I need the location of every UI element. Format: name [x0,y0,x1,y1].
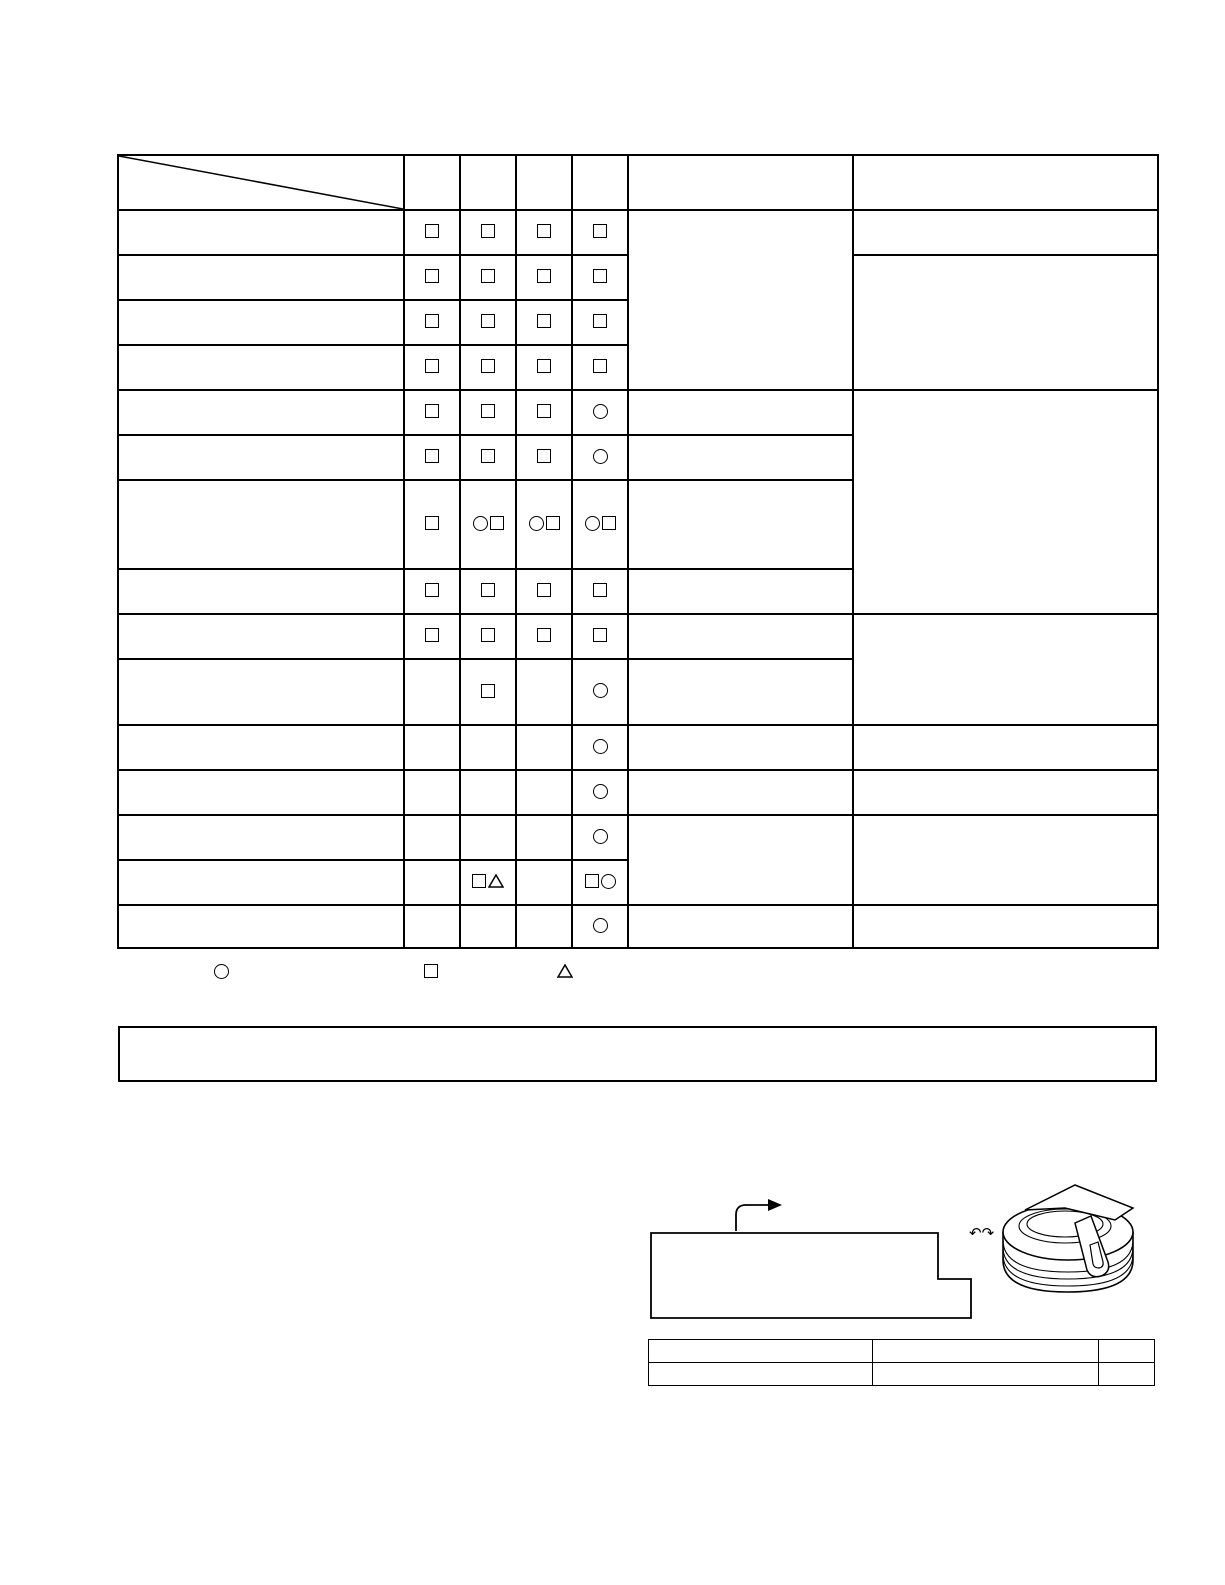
table-row [118,815,1158,860]
mark [425,359,439,373]
table-row [118,614,1158,659]
item-label-cell [118,659,404,725]
mark [481,224,495,238]
mark [593,683,608,698]
mark-cell [404,860,460,905]
parts-table [648,1339,1155,1386]
item-label-cell [118,300,404,345]
item-label-cell [118,390,404,435]
mark-cell [404,614,460,659]
mark-cell [404,435,460,480]
mark-cell [516,435,572,480]
mark [585,516,616,531]
method-cell [628,905,853,948]
mark [593,359,607,373]
mark-cell [404,770,460,815]
item-label-cell [118,210,404,255]
item-label-cell [118,860,404,905]
mark-cell [404,725,460,770]
item-label-cell [118,255,404,300]
mark [537,314,551,328]
remarks-cell [853,770,1158,815]
mark-cell [572,770,628,815]
mark [481,684,495,698]
mark [425,269,439,283]
header-col-3 [516,155,572,210]
method-cell [628,569,853,614]
mark-cell [404,659,460,725]
mark [593,784,608,799]
header-col-4 [572,155,628,210]
table-row [118,905,1158,948]
mark-cell [572,659,628,725]
method-cell [628,725,853,770]
item-label-cell [118,345,404,390]
method-cell [628,815,853,905]
table-header-row [118,155,1158,210]
header-col-1 [404,155,460,210]
mark [593,449,608,464]
mark-cell [460,569,516,614]
item-label-cell [118,725,404,770]
mark-cell [404,569,460,614]
table-cell [1099,1363,1155,1386]
mark [593,829,608,844]
battery-holder-icon [965,1180,1165,1305]
mark-cell [404,480,460,569]
mark [529,516,560,531]
mark [481,359,495,373]
mark-cell [516,860,572,905]
mark-cell [516,614,572,659]
mark-cell [460,725,516,770]
table-cell [649,1363,873,1386]
remarks-cell [853,614,1158,725]
remarks-cell [853,905,1158,948]
mark-cell [404,390,460,435]
method-cell [628,480,853,569]
mark-cell [460,435,516,480]
mark [585,874,616,889]
legend-circle-icon [214,964,229,979]
mark-cell [404,905,460,948]
mark [425,628,439,642]
mark [537,628,551,642]
rotate-arrows-icon: ↶↷ [969,1224,995,1242]
mark [425,224,439,238]
legend-triangle-icon [557,964,573,978]
header-remarks [853,155,1158,210]
mark [593,314,607,328]
label-diagram [648,1195,978,1325]
remarks-cell [853,725,1158,770]
mark [593,224,607,238]
table-row [649,1340,1155,1363]
mark [593,628,607,642]
table-row [118,725,1158,770]
mark-cell [460,345,516,390]
mark-cell [572,390,628,435]
item-label-cell [118,815,404,860]
remarks-cell [853,255,1158,390]
mark [593,739,608,754]
item-label-cell [118,435,404,480]
remarks-cell [853,815,1158,905]
mark-cell [572,569,628,614]
mark [425,404,439,418]
mark-cell [572,480,628,569]
symbol-legend [0,962,1225,986]
mark [537,359,551,373]
mark-cell [404,210,460,255]
mark [473,516,504,531]
mark [425,449,439,463]
table-row [118,390,1158,435]
mark [481,583,495,597]
item-label-cell [118,905,404,948]
arrow-right-icon [768,1199,782,1211]
mark-cell [516,659,572,725]
mark-cell [460,390,516,435]
mark-cell [460,614,516,659]
mark-cell [460,770,516,815]
mark-cell [516,345,572,390]
battery-illustration [965,1180,1165,1305]
mark [537,583,551,597]
header-col-2 [460,155,516,210]
mark [593,404,608,419]
mark [472,874,504,888]
item-label-cell [118,614,404,659]
table-cell [873,1363,1099,1386]
mark-cell [516,210,572,255]
corner-cell [118,155,404,210]
item-label-cell [118,569,404,614]
mark-cell [460,210,516,255]
mark [537,449,551,463]
mark-cell [404,815,460,860]
table-cell [649,1340,873,1363]
method-cell [628,659,853,725]
remarks-cell [853,210,1158,255]
mark-cell [516,480,572,569]
mark-cell [516,569,572,614]
mark-cell [572,210,628,255]
legend-square-icon [424,964,438,978]
mark [593,583,607,597]
mark-cell [516,815,572,860]
method-cell [628,390,853,435]
table-row [649,1363,1155,1386]
mark-cell [572,905,628,948]
mark [481,449,495,463]
mark [425,314,439,328]
mark [537,404,551,418]
mark-cell [516,300,572,345]
method-cell [628,614,853,659]
mark [481,628,495,642]
mark [425,516,439,530]
remarks-cell [853,390,1158,614]
mark [481,269,495,283]
table-row [118,210,1158,255]
mark [593,269,607,283]
item-label-cell [118,480,404,569]
mark-cell [460,815,516,860]
mark-cell [572,815,628,860]
mark-cell [516,390,572,435]
method-cell [628,770,853,815]
table-cell [1099,1340,1155,1363]
mark-cell [572,345,628,390]
mark-cell [460,300,516,345]
method-cell [628,210,853,390]
mark-cell [460,480,516,569]
mark-cell [572,860,628,905]
mark-cell [460,860,516,905]
mark [593,918,608,933]
mark [481,404,495,418]
mark-cell [572,435,628,480]
mark-cell [572,725,628,770]
mark-cell [572,614,628,659]
label-outline [651,1233,971,1318]
mark-cell [404,300,460,345]
item-label-cell [118,770,404,815]
mark-cell [516,255,572,300]
table-row [118,770,1158,815]
mark-cell [460,905,516,948]
header-method [628,155,853,210]
mark [537,269,551,283]
mark [425,583,439,597]
inspection-table [117,154,1159,949]
mark-cell [572,300,628,345]
mark-cell [460,659,516,725]
mark-cell [404,255,460,300]
diagonal-divider [119,156,403,209]
mark-cell [460,255,516,300]
note-box [118,1026,1157,1082]
mark [537,224,551,238]
table-cell [873,1340,1099,1363]
mark-cell [572,255,628,300]
method-cell [628,435,853,480]
mark-cell [516,905,572,948]
mark-cell [516,770,572,815]
mark-cell [404,345,460,390]
mark [481,314,495,328]
mark-cell [516,725,572,770]
